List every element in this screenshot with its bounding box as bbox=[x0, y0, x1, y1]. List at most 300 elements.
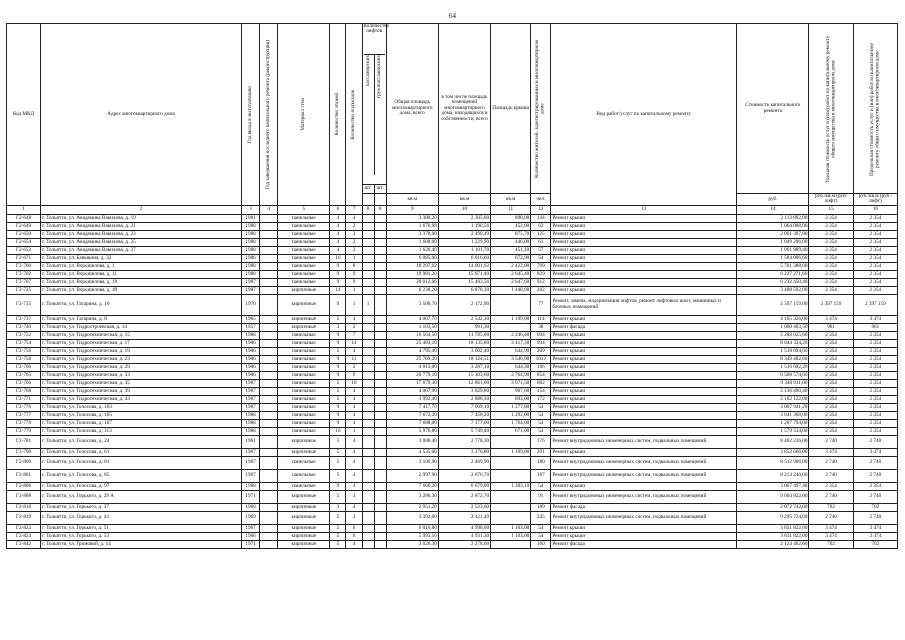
cell-blank bbox=[260, 419, 278, 427]
cell-u: 961 bbox=[809, 323, 853, 331]
cell-year: 1988 bbox=[242, 238, 260, 246]
cell-year: 1987 bbox=[242, 387, 260, 395]
cell-m: 2 354 bbox=[853, 222, 897, 230]
cell-floors: 5 bbox=[330, 347, 346, 355]
header-cost: Стоимость капитального ремонта bbox=[737, 24, 809, 194]
cell-material: кирпичные bbox=[278, 286, 330, 294]
cell-own: 6 878,30 bbox=[438, 286, 490, 294]
cell-cost: 3 007 941,20 bbox=[737, 403, 809, 411]
cell-lp bbox=[362, 214, 374, 222]
cell-lc bbox=[374, 294, 386, 315]
cell-entr: 1 bbox=[346, 427, 362, 435]
cell-code: Г2-778 bbox=[7, 419, 41, 427]
cell-floors: 5 bbox=[330, 524, 346, 532]
cell-year: 1986 bbox=[242, 371, 260, 379]
cell-code: Г2-649 bbox=[7, 222, 41, 230]
cell-year: 1988 bbox=[242, 411, 260, 419]
cell-floors: 5 bbox=[330, 379, 346, 387]
cell-lc bbox=[374, 419, 386, 427]
cell-res: 91 bbox=[531, 490, 551, 503]
cell-u: 2 354 bbox=[809, 379, 853, 387]
cell-code: Г2-648 bbox=[7, 214, 41, 222]
cell-m: 2 740 bbox=[853, 511, 897, 524]
cell-floors: 4 bbox=[330, 222, 346, 230]
cell-floors: 5 bbox=[330, 456, 346, 469]
cell-address: г. Тольятти, ул. Гидротехническая, д. 35 bbox=[41, 379, 242, 387]
cell-blank bbox=[260, 540, 278, 548]
cell-material: панельные bbox=[278, 331, 330, 339]
cell-total: 7 417,70 bbox=[386, 403, 438, 411]
cell-code: Г2-652 bbox=[7, 246, 41, 254]
cell-year: 1988 bbox=[242, 230, 260, 238]
cell-floors: 5 bbox=[330, 395, 346, 403]
cell-lp bbox=[362, 323, 374, 331]
cell-lp bbox=[362, 238, 374, 246]
cell-u: 2 354 bbox=[809, 278, 853, 286]
cell-floors: 5 bbox=[330, 315, 346, 323]
cell-floors: 9 bbox=[330, 355, 346, 363]
cell-year: 1957 bbox=[242, 323, 260, 331]
cell-year: 1971 bbox=[242, 490, 260, 503]
table-row bbox=[7, 379, 898, 387]
cell-lc bbox=[374, 395, 386, 403]
cell-blank bbox=[260, 238, 278, 246]
cell-total: 1 688,00 bbox=[386, 238, 438, 246]
cell-code: Г2-800 bbox=[7, 456, 41, 469]
cell-lp bbox=[362, 524, 374, 532]
cell-u: 2 354 bbox=[809, 214, 853, 222]
column-number: 7 bbox=[346, 205, 362, 214]
cell-cost: 8 512 906,00 bbox=[737, 456, 809, 469]
cell-u: 3 474 bbox=[809, 315, 853, 323]
cell-lc bbox=[374, 524, 386, 532]
cell-address: г. Тольятти, ул. Голосова, д. 105 bbox=[41, 411, 242, 419]
cell-work: Ремонт, замена, модернизация лифтов, ремонт лифтовых шахт, машинных и блочных помещений bbox=[551, 294, 737, 315]
cell-lp bbox=[362, 246, 374, 254]
table-row bbox=[7, 262, 898, 270]
cell-res: 54 bbox=[531, 482, 551, 490]
cell-roof: 898,00 bbox=[491, 214, 531, 222]
table-row bbox=[7, 278, 898, 286]
column-number: 12 bbox=[531, 205, 551, 214]
cell-blank bbox=[260, 427, 278, 435]
cell-own: 6 679,00 bbox=[438, 482, 490, 490]
cell-address: г. Тольятти, ул. Голосова, д. 81 bbox=[41, 456, 242, 469]
cell-work: Ремонт крыши bbox=[551, 315, 737, 323]
header-address: Адрес многоквартирного дома bbox=[41, 24, 242, 206]
header-wall-material: Материал стен bbox=[300, 98, 307, 131]
cell-roof: 1 103,00 bbox=[491, 532, 531, 540]
capital-repair-table bbox=[6, 23, 898, 549]
cell-address: г. Тольятти, ул. Гидротехническая, д. 29 bbox=[41, 363, 242, 371]
cell-entr: 4 bbox=[346, 403, 362, 411]
cell-res: 154 bbox=[531, 387, 551, 395]
cell-address: г. Тольятти, ул. Гидростроевская, д. 14 bbox=[41, 323, 242, 331]
table-row bbox=[7, 230, 898, 238]
cell-cost: 1 207 794,00 bbox=[737, 419, 809, 427]
cell-code: Г2-765 bbox=[7, 371, 41, 379]
cell-cost: 2 072 742,00 bbox=[737, 503, 809, 511]
cell-work: Ремонт крыши bbox=[551, 448, 737, 456]
cell-floors: 9 bbox=[330, 411, 346, 419]
cell-floors: 9 bbox=[330, 363, 346, 371]
cell-cost: 8 214 246,00 bbox=[737, 469, 809, 482]
cell-entr: 7 bbox=[346, 331, 362, 339]
cell-u: 2 354 bbox=[809, 222, 853, 230]
cell-total: 7 672,20 bbox=[386, 411, 438, 419]
cell-year: 1987 bbox=[242, 395, 260, 403]
cell-total: 2 997,90 bbox=[386, 469, 438, 482]
cell-material: кирпичные bbox=[278, 524, 330, 532]
cell-blank bbox=[260, 395, 278, 403]
cell-u: 2 354 bbox=[809, 339, 853, 347]
cell-own: 1 190,56 bbox=[438, 222, 490, 230]
cell-res: 245 bbox=[531, 511, 551, 524]
cell-m: 2 740 bbox=[853, 469, 897, 482]
cell-material: кирпичные bbox=[278, 323, 330, 331]
cell-entr: 9 bbox=[346, 278, 362, 286]
cell-blank bbox=[260, 511, 278, 524]
cell-u: 2 354 bbox=[809, 419, 853, 427]
cell-lp bbox=[362, 278, 374, 286]
cell-entr: 3 bbox=[346, 490, 362, 503]
cell-u: 2 354 bbox=[809, 331, 853, 339]
table-row bbox=[7, 315, 898, 323]
cell-floors: 9 bbox=[330, 403, 346, 411]
cell-m: 2 354 bbox=[853, 419, 897, 427]
cell-blank bbox=[260, 331, 278, 339]
cell-work: Ремонт внутридомовых инженерных систем, подвальных помещений bbox=[551, 469, 737, 482]
cell-blank bbox=[260, 503, 278, 511]
cell-roof: 1 764,00 bbox=[491, 419, 531, 427]
cell-year: 1988 bbox=[242, 222, 260, 230]
cell-blank bbox=[260, 371, 278, 379]
cell-lc bbox=[374, 315, 386, 323]
cell-floors: 4 bbox=[330, 214, 346, 222]
cell-lc bbox=[374, 230, 386, 238]
table-row bbox=[7, 339, 898, 347]
cell-lc bbox=[374, 511, 386, 524]
cell-m: 2 354 bbox=[853, 278, 897, 286]
cell-material: панельные bbox=[278, 339, 330, 347]
cell-roof: 1 292,00 bbox=[491, 411, 531, 419]
cell-lp bbox=[362, 395, 374, 403]
cell-address: г. Тольятти, ул. Академика Вавилова, д. 19 bbox=[41, 214, 242, 222]
cell-code: Г2-808 bbox=[7, 490, 41, 503]
cell-material: панельные bbox=[278, 355, 330, 363]
cell-year: 1987 bbox=[242, 379, 260, 387]
cell-work: Ремонт крыши bbox=[551, 262, 737, 270]
header-lifts: Количество лифтов bbox=[363, 23, 390, 35]
cell-cost: 3 831 822,00 bbox=[737, 524, 809, 532]
cell-entr: 4 bbox=[346, 214, 362, 222]
cell-code: Г2-824 bbox=[7, 532, 41, 540]
cell-floors: 5 bbox=[330, 469, 346, 482]
cell-lp bbox=[362, 379, 374, 387]
cell-address: г. Тольятти, ул. Ворошилова, д. 49 bbox=[41, 286, 242, 294]
cell-total: 4 007,70 bbox=[386, 315, 438, 323]
header-total-area: Общая площадь многоквартирного дома, всего bbox=[386, 24, 438, 194]
cell-lp bbox=[362, 371, 374, 379]
cell-u: 2 354 bbox=[809, 246, 853, 254]
cell-address: г. Тольятти, ул. Горького, д. 53 bbox=[41, 532, 242, 540]
cell-code: Г2-776 bbox=[7, 403, 41, 411]
cell-u: 2 354 bbox=[809, 363, 853, 371]
cell-own: 15 483,56 bbox=[438, 278, 490, 286]
cell-lp bbox=[362, 435, 374, 448]
unit-total-area: кв.м bbox=[386, 194, 438, 206]
cell-roof bbox=[491, 435, 531, 448]
cell-own: 1 229,90 bbox=[438, 238, 490, 246]
cell-lc bbox=[374, 371, 386, 379]
column-number: 15 bbox=[809, 205, 853, 214]
cell-total: 3 088,40 bbox=[386, 435, 438, 448]
cell-year: 1961 bbox=[242, 435, 260, 448]
cell-roof bbox=[491, 490, 531, 503]
cell-material: панельные bbox=[278, 262, 330, 270]
cell-material: панельные bbox=[278, 214, 330, 222]
cell-u: 2 354 bbox=[809, 387, 853, 395]
cell-code: Г2-781 bbox=[7, 435, 41, 448]
cell-u: 702 bbox=[809, 540, 853, 548]
cell-material: кирпичные bbox=[278, 294, 330, 315]
cell-cost: 8 044 324,20 bbox=[737, 339, 809, 347]
table-row bbox=[7, 503, 898, 511]
cell-res: 62 bbox=[531, 222, 551, 230]
cell-year: 1971 bbox=[242, 540, 260, 548]
header-year-built: Год ввода в эксплуатацию bbox=[246, 85, 253, 144]
cell-lp bbox=[362, 339, 374, 347]
unit-living-area: кв.м bbox=[438, 194, 490, 206]
cell-u: 2 354 bbox=[809, 230, 853, 238]
cell-address: г. Тольятти, ул. Гидротехническая, д. 39 bbox=[41, 387, 242, 395]
cell-year: 1987 bbox=[242, 403, 260, 411]
cell-own: 2 305,60 bbox=[438, 214, 490, 222]
cell-entr: 8 bbox=[346, 262, 362, 270]
cell-res: 994 bbox=[531, 339, 551, 347]
cell-total: 3 106,90 bbox=[386, 456, 438, 469]
header-max-unit-cost: Предельная стоимость услуг и (или) работ по капитальному ремонту общего имущества в многоквартирном доме bbox=[868, 41, 881, 176]
cell-u: 2 740 bbox=[809, 435, 853, 448]
cell-lp bbox=[362, 427, 374, 435]
cell-roof: 907,60 bbox=[491, 387, 531, 395]
cell-entr: 4 bbox=[346, 448, 362, 456]
cell-cost: 3 852 666,00 bbox=[737, 448, 809, 456]
cell-material: кирпичные bbox=[278, 490, 330, 503]
column-number: 1 bbox=[7, 205, 41, 214]
cell-res: 160 bbox=[531, 540, 551, 548]
cell-address: г. Тольятти, ул. Голосова, д. 113 bbox=[41, 427, 242, 435]
cell-own: 6 016,60 bbox=[438, 254, 490, 262]
cell-cost: 2 124 462,60 bbox=[737, 540, 809, 548]
cell-total: 25 483,10 bbox=[386, 339, 438, 347]
cell-blank bbox=[260, 278, 278, 286]
table-row bbox=[7, 403, 898, 411]
cell-floors: 9 bbox=[330, 371, 346, 379]
cell-roof: 893,00 bbox=[491, 395, 531, 403]
unit-residents: чел. bbox=[531, 194, 551, 206]
cell-m: 2 354 bbox=[853, 403, 897, 411]
cell-blank bbox=[260, 246, 278, 254]
cell-work: Ремонт крыши bbox=[551, 524, 737, 532]
cell-blank bbox=[260, 532, 278, 540]
cell-u: 2 354 bbox=[809, 427, 853, 435]
cell-entr: 2 bbox=[346, 246, 362, 254]
cell-m: 702 bbox=[853, 503, 897, 511]
cell-address: г. Тольятти, ул. Горького, д. 43 bbox=[41, 511, 242, 524]
cell-lc bbox=[374, 339, 386, 347]
cell-cost: 6 227 271,60 bbox=[737, 270, 809, 278]
cell-res: 854 bbox=[531, 371, 551, 379]
cell-res: 189 bbox=[531, 503, 551, 511]
cell-blank bbox=[260, 214, 278, 222]
cell-code: Г2-671 bbox=[7, 254, 41, 262]
table-row bbox=[7, 355, 898, 363]
cell-blank bbox=[260, 403, 278, 411]
cell-material: панельные bbox=[278, 403, 330, 411]
cell-total: 1 676,98 bbox=[386, 222, 438, 230]
cell-cost: 6 232 450,40 bbox=[737, 278, 809, 286]
cell-res: 61 bbox=[531, 238, 551, 246]
cell-code: Г2-823 bbox=[7, 524, 41, 532]
cell-cost: 2 113 892,00 bbox=[737, 214, 809, 222]
cell-cost: 2 102 122,00 bbox=[737, 395, 809, 403]
cell-address: г. Тольятти, ул. Академика Вавилова, д. 21 bbox=[41, 222, 242, 230]
cell-blank bbox=[260, 270, 278, 278]
cell-floors: 3 bbox=[330, 503, 346, 511]
cell-m: 2 354 bbox=[853, 214, 897, 222]
cell-cost: 9 295 724,00 bbox=[737, 511, 809, 524]
cell-own: 18 135,80 bbox=[438, 339, 490, 347]
cell-u: 2 354 bbox=[809, 403, 853, 411]
cell-roof bbox=[491, 469, 531, 482]
cell-blank bbox=[260, 363, 278, 371]
cell-u: 2 354 bbox=[809, 395, 853, 403]
cell-lc bbox=[374, 490, 386, 503]
cell-address: г. Тольятти, ул. Гагарина, д. 10 bbox=[41, 294, 242, 315]
cell-work: Ремонт внутридомовых инженерных систем, подвальных помещений bbox=[551, 511, 737, 524]
cell-code: Г2-779 bbox=[7, 427, 41, 435]
cell-year: 1988 bbox=[242, 270, 260, 278]
cell-year: 1967 bbox=[242, 448, 260, 456]
cell-year: 1988 bbox=[242, 331, 260, 339]
cell-lp bbox=[362, 532, 374, 540]
cell-total: 3 392,60 bbox=[386, 511, 438, 524]
cell-lp bbox=[362, 419, 374, 427]
cell-m: 2 354 bbox=[853, 339, 897, 347]
cell-u: 2 354 bbox=[809, 270, 853, 278]
cell-year: 1986 bbox=[242, 363, 260, 371]
cell-blank bbox=[260, 286, 278, 294]
cell-year: 1987 bbox=[242, 278, 260, 286]
cell-lc bbox=[374, 540, 386, 548]
column-number: 6 bbox=[330, 205, 346, 214]
cell-total: 7 688,00 bbox=[386, 419, 438, 427]
table-row bbox=[7, 347, 898, 355]
cell-cost: 6 508 574,60 bbox=[737, 371, 809, 379]
cell-work: Ремонт крыши bbox=[551, 230, 737, 238]
cell-own: 3 602,40 bbox=[438, 347, 490, 355]
cell-lc bbox=[374, 503, 386, 511]
column-number: 14 bbox=[737, 205, 809, 214]
cell-own: 3 276,80 bbox=[438, 448, 490, 456]
cell-cost: 1 516 682,20 bbox=[737, 363, 809, 371]
cell-entr: 9 bbox=[346, 371, 362, 379]
cell-year: 1988 bbox=[242, 419, 260, 427]
cell-own: 2 523,60 bbox=[438, 503, 490, 511]
cell-total: 3 380,20 bbox=[386, 214, 438, 222]
cell-res: 77 bbox=[531, 294, 551, 315]
cell-own: 15 071,40 bbox=[438, 270, 490, 278]
table-row bbox=[7, 270, 898, 278]
cell-own: 2 469,90 bbox=[438, 456, 490, 469]
cell-address: г. Тольятти, ул. Гидротехническая, д. 15 bbox=[41, 331, 242, 339]
cell-own: 2 676,70 bbox=[438, 469, 490, 482]
cell-roof: 446,00 bbox=[491, 238, 531, 246]
cell-floors: 4 bbox=[330, 238, 346, 246]
cell-total: 25 769,20 bbox=[386, 355, 438, 363]
cell-blank bbox=[260, 347, 278, 355]
cell-total: 3 286,30 bbox=[386, 490, 438, 503]
cell-work: Ремонт крыши bbox=[551, 532, 737, 540]
cell-address: г. Тольятти, ул. Академика Вавилова, д. 23 bbox=[41, 230, 242, 238]
cell-roof: 1 109,00 bbox=[491, 448, 531, 456]
cell-m: 2 354 bbox=[853, 411, 897, 419]
table-row bbox=[7, 323, 898, 331]
cell-material: панельные bbox=[278, 427, 330, 435]
cell-material: кирпичные bbox=[278, 532, 330, 540]
cell-roof bbox=[491, 540, 531, 548]
cell-work: Ремонт крыши bbox=[551, 339, 737, 347]
cell-floors: 9 bbox=[330, 278, 346, 286]
cell-total: 3 026,30 bbox=[386, 540, 438, 548]
cell-lp bbox=[362, 511, 374, 524]
cell-work: Ремонт крыши bbox=[551, 419, 737, 427]
cell-roof: 2 647,60 bbox=[491, 278, 531, 286]
cell-year: 1967 bbox=[242, 524, 260, 532]
cell-lp: 1 bbox=[362, 294, 374, 315]
cell-lc bbox=[374, 222, 386, 230]
cell-code: Г2-752 bbox=[7, 331, 41, 339]
cell-blank bbox=[260, 323, 278, 331]
page-number: 64 bbox=[449, 12, 456, 20]
cell-cost: 3 041 368,00 bbox=[737, 411, 809, 419]
cell-lp bbox=[362, 262, 374, 270]
cell-roof: 671,00 bbox=[491, 427, 531, 435]
cell-work: Ремонт внутридомовых инженерных систем, подвальных помещений bbox=[551, 435, 737, 448]
cell-res: 196 bbox=[531, 363, 551, 371]
cell-floors: 4 bbox=[330, 246, 346, 254]
cell-res: 682 bbox=[531, 379, 551, 387]
cell-material: панельные bbox=[278, 387, 330, 395]
table-row bbox=[7, 511, 898, 524]
cell-m: 2 354 bbox=[853, 270, 897, 278]
cell-code: Г2-771 bbox=[7, 395, 41, 403]
column-number: 8 bbox=[374, 205, 386, 214]
cell-lp bbox=[362, 347, 374, 355]
table-row bbox=[7, 427, 898, 435]
cell-material: кирпичные bbox=[278, 315, 330, 323]
table-row bbox=[7, 331, 898, 339]
table-row bbox=[7, 448, 898, 456]
header-year-renovation: Год завершения последнего капитального ремонта (реконструкции) bbox=[264, 39, 271, 190]
cell-own: 2 421,49 bbox=[438, 511, 490, 524]
cell-u: 2 740 bbox=[809, 511, 853, 524]
cell-entr: 18 bbox=[346, 379, 362, 387]
cell-lc bbox=[374, 403, 386, 411]
header-lifts-passenger: пассажирских bbox=[364, 55, 371, 87]
cell-work: Ремонт крыши bbox=[551, 246, 737, 254]
